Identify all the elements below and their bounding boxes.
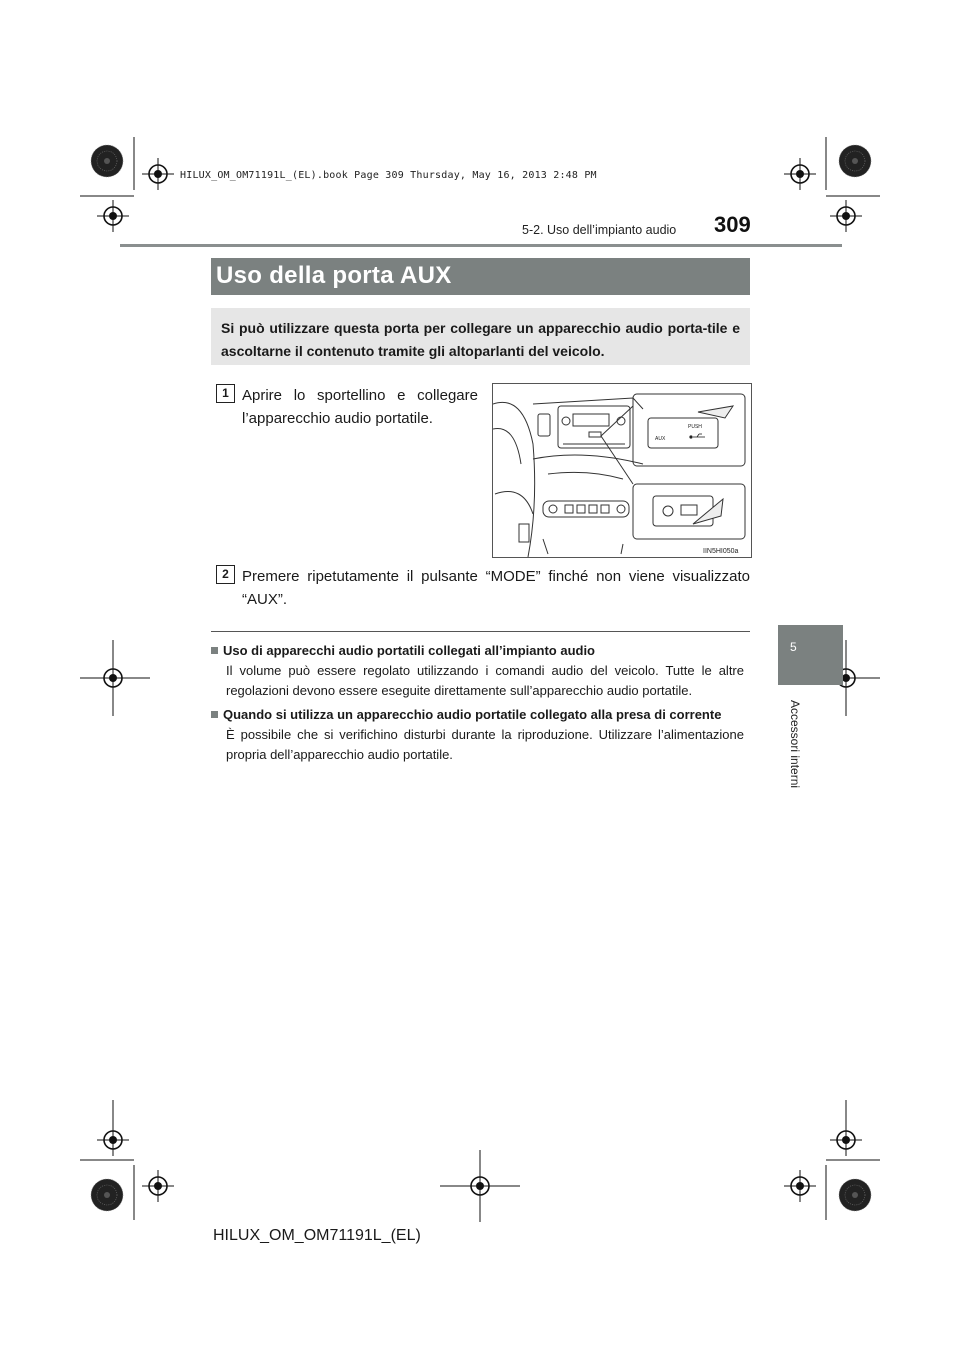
step-text-2: Premere ripetutamente il pulsante “MODE” finché non viene visualizzato “AUX”. — [242, 568, 750, 608]
book-stamp: HILUX_OM_OM71191L_(EL).book Page 309 Thursday, May 16, 2013 2:48 PM — [180, 170, 597, 181]
push-label: PUSH — [688, 424, 702, 430]
note-body-1: Il volume può essere regolato utilizzando i comandi audio del veicolo. Tutte le altre regolazioni devono essere eseguite direttamente sull’apparecchio audio portatile. — [226, 663, 744, 698]
aux-label: AUX — [655, 436, 666, 442]
step-number-1: 1 — [216, 384, 235, 403]
usb-icon — [690, 434, 705, 438]
illustration-code: IIN5HI050a — [703, 548, 739, 555]
note-heading-1 — [211, 643, 595, 658]
dashboard-drawing — [493, 384, 751, 557]
note-heading-2-text: Quando si utilizza un apparecchio audio portatile collegato alla presa di corrente — [223, 707, 722, 722]
step-text-1: Aprire lo sportellino e collegare l’apparecchio audio portatile. — [242, 387, 478, 427]
square-bullet-icon — [211, 647, 218, 654]
page-title: Uso della porta AUX — [216, 262, 452, 289]
chapter-tab-label: Accessori interni — [788, 700, 802, 789]
square-bullet-icon — [211, 711, 218, 718]
notes-rule — [211, 631, 750, 632]
footer-doc-id: HILUX_OM_OM71191L_(EL) — [213, 1227, 421, 1244]
page-number: 309 — [714, 212, 751, 237]
note-body-2: È possibile che si verifichino disturbi durante la riproduzione. Utilizzare l’alimentazione propria dell’apparecchio audio portatile. — [226, 727, 744, 762]
intro-text: Si può utilizzare questa porta per collegare un apparecchio audio porta-tile e ascoltarne il contenuto tramite gli altoparlanti del veicolo. — [221, 320, 740, 359]
chapter-tab — [778, 625, 843, 685]
chapter-tab-number: 5 — [790, 640, 797, 654]
step-number-2: 2 — [216, 565, 235, 584]
note-heading-1-text: Uso di apparecchi audio portatili collegati all’impianto audio — [223, 643, 595, 658]
illustration-aux-port — [492, 383, 752, 558]
note-heading-2 — [211, 707, 721, 722]
header-rule — [120, 244, 842, 247]
section-label: 5-2. Uso dell’impianto audio — [522, 223, 677, 237]
